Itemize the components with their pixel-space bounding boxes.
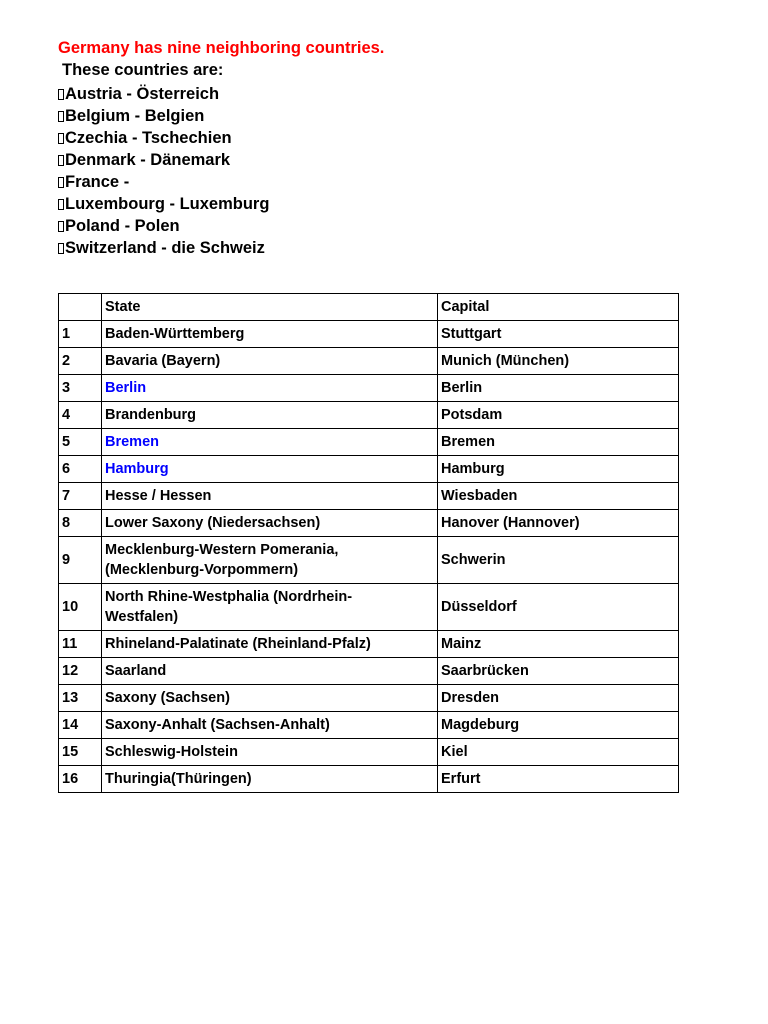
table-row <box>59 429 679 456</box>
row-state: Schleswig-Holstein <box>102 739 438 766</box>
country-item <box>58 83 269 105</box>
row-capital: Mainz <box>438 631 679 658</box>
missing-glyph-icon <box>58 177 64 188</box>
row-number: 2 <box>59 348 102 375</box>
missing-glyph-icon <box>58 155 64 166</box>
row-capital: Stuttgart <box>438 321 679 348</box>
country-item <box>58 105 269 127</box>
row-number: 13 <box>59 685 102 712</box>
row-number: 14 <box>59 712 102 739</box>
row-state: Baden-Württemberg <box>102 321 438 348</box>
country-item <box>58 171 269 193</box>
header-state: State <box>102 294 438 321</box>
header-number <box>59 294 102 321</box>
table-row <box>59 321 679 348</box>
table-row <box>59 712 679 739</box>
page-heading: Germany has nine neighboring countries. <box>58 39 385 57</box>
row-state: Saxony (Sachsen) <box>102 685 438 712</box>
row-capital: Bremen <box>438 429 679 456</box>
row-state: Mecklenburg-Western Pomerania, (Mecklenburg-Vorpommern) <box>102 537 438 584</box>
country-label: Denmark - Dänemark <box>65 151 231 169</box>
country-item <box>58 215 269 237</box>
row-number: 5 <box>59 429 102 456</box>
country-item <box>58 193 269 215</box>
row-capital: Berlin <box>438 375 679 402</box>
row-number: 1 <box>59 321 102 348</box>
row-state: Rhineland-Palatinate (Rheinland-Pfalz) <box>102 631 438 658</box>
header-capital: Capital <box>438 294 679 321</box>
row-capital: Schwerin <box>438 537 679 584</box>
row-capital: Potsdam <box>438 402 679 429</box>
row-number: 7 <box>59 483 102 510</box>
country-label: Luxembourg - Luxemburg <box>65 195 270 213</box>
country-item <box>58 127 269 149</box>
row-number: 4 <box>59 402 102 429</box>
row-number: 6 <box>59 456 102 483</box>
row-number: 8 <box>59 510 102 537</box>
row-capital: Erfurt <box>438 766 679 793</box>
row-capital: Magdeburg <box>438 712 679 739</box>
missing-glyph-icon <box>58 243 64 254</box>
row-state: North Rhine-Westphalia (Nordrhein- Westfalen) <box>102 584 438 631</box>
row-number: 3 <box>59 375 102 402</box>
country-label: Poland - Polen <box>65 217 180 235</box>
row-state: Saxony-Anhalt (Sachsen-Anhalt) <box>102 712 438 739</box>
missing-glyph-icon <box>58 89 64 100</box>
neighbor-country-list <box>58 83 269 259</box>
row-number: 9 <box>59 537 102 584</box>
row-state: Saarland <box>102 658 438 685</box>
table-row <box>59 402 679 429</box>
row-number: 12 <box>59 658 102 685</box>
missing-glyph-icon <box>58 221 64 232</box>
row-capital: Dresden <box>438 685 679 712</box>
row-number: 16 <box>59 766 102 793</box>
table-row <box>59 510 679 537</box>
row-state-city-state: Hamburg <box>102 456 438 483</box>
table-row <box>59 375 679 402</box>
missing-glyph-icon <box>58 111 64 122</box>
table-row <box>59 658 679 685</box>
intro-text: These countries are: <box>62 61 224 79</box>
row-capital: Munich (München) <box>438 348 679 375</box>
table-row <box>59 348 679 375</box>
country-label: Switzerland - die Schweiz <box>65 239 265 257</box>
country-label: Czechia - Tschechien <box>65 129 232 147</box>
row-capital: Hanover (Hannover) <box>438 510 679 537</box>
row-state: Bavaria (Bayern) <box>102 348 438 375</box>
states-table <box>58 293 679 793</box>
missing-glyph-icon <box>58 133 64 144</box>
row-state: Thuringia(Thüringen) <box>102 766 438 793</box>
table-row <box>59 739 679 766</box>
country-label: Austria - Österreich <box>65 85 220 103</box>
row-state: Hesse / Hessen <box>102 483 438 510</box>
row-number: 10 <box>59 584 102 631</box>
country-item <box>58 149 269 171</box>
row-capital: Kiel <box>438 739 679 766</box>
table-row <box>59 584 679 631</box>
table-row <box>59 456 679 483</box>
row-state: Lower Saxony (Niedersachsen) <box>102 510 438 537</box>
country-label: France - <box>65 173 130 191</box>
row-number: 15 <box>59 739 102 766</box>
row-state-city-state: Berlin <box>102 375 438 402</box>
row-capital: Wiesbaden <box>438 483 679 510</box>
table-row <box>59 537 679 584</box>
table-row <box>59 685 679 712</box>
row-state-city-state: Bremen <box>102 429 438 456</box>
row-capital: Düsseldorf <box>438 584 679 631</box>
missing-glyph-icon <box>58 199 64 210</box>
row-capital: Hamburg <box>438 456 679 483</box>
table-header-row <box>59 294 679 321</box>
row-number: 11 <box>59 631 102 658</box>
table-row <box>59 631 679 658</box>
country-label: Belgium - Belgien <box>65 107 205 125</box>
table-row <box>59 766 679 793</box>
country-item <box>58 237 269 259</box>
row-capital: Saarbrücken <box>438 658 679 685</box>
row-state: Brandenburg <box>102 402 438 429</box>
table-row <box>59 483 679 510</box>
